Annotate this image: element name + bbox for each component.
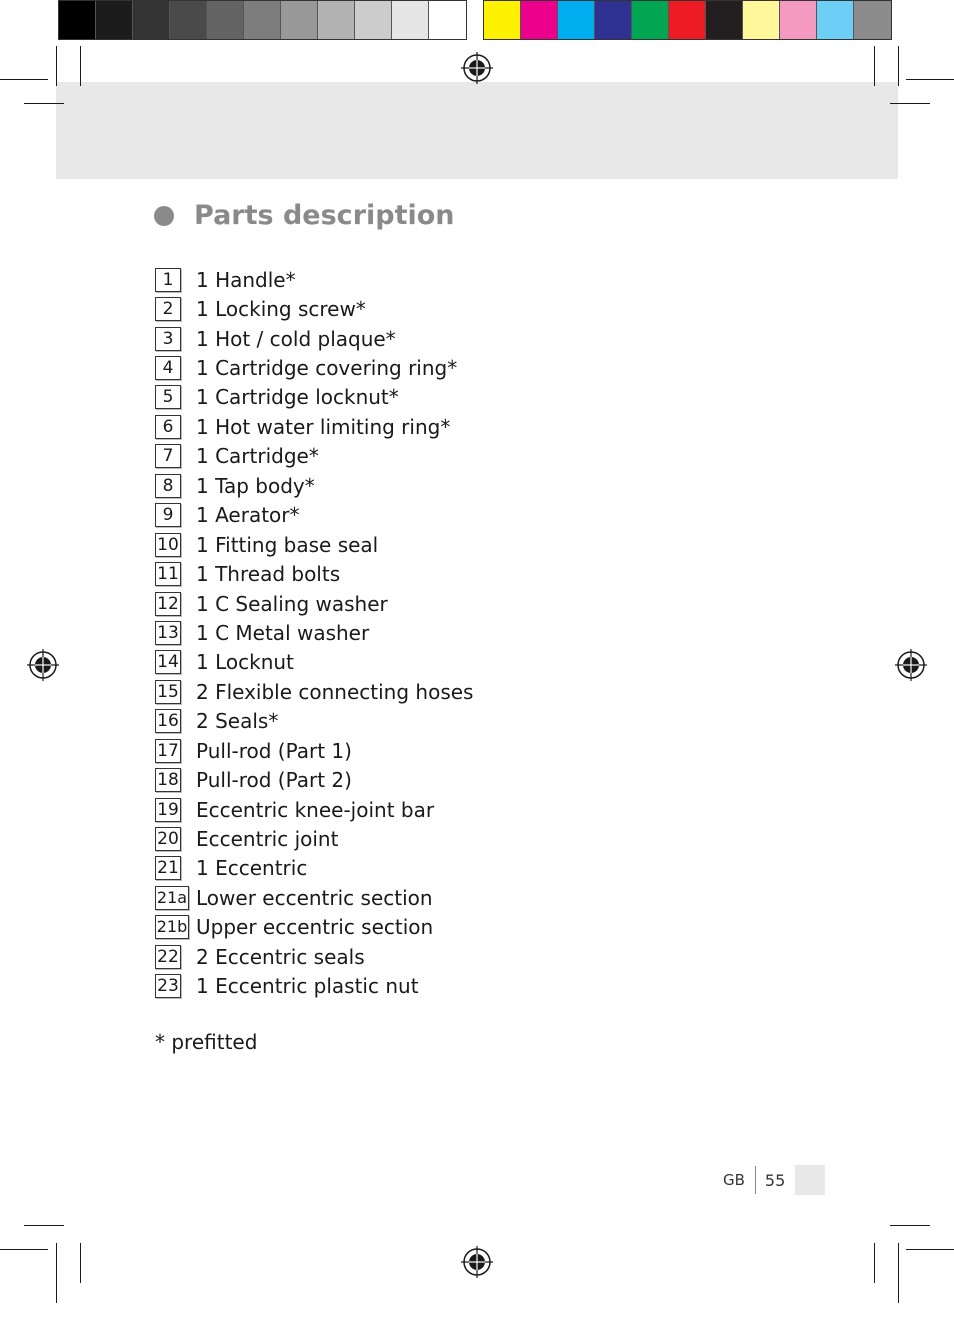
page-footer (723, 1165, 825, 1195)
crop-mark (24, 1225, 64, 1226)
part-number: 12 (155, 592, 181, 616)
crop-mark (24, 103, 64, 104)
color-swatch (743, 1, 780, 39)
section-header (154, 200, 455, 231)
color-swatch (281, 1, 318, 39)
color-swatch (355, 1, 392, 39)
part-description: 1 C Metal washer (196, 620, 370, 645)
part-description: 1 Thread bolts (196, 562, 341, 587)
list-item (155, 648, 473, 677)
part-number: 21b (155, 915, 189, 939)
part-description: 1 Aerator* (196, 503, 300, 528)
part-description: 1 Cartridge locknut* (196, 385, 399, 410)
crop-mark (906, 1249, 954, 1250)
crop-mark (0, 79, 48, 80)
part-description: Pull-rod (Part 2) (196, 768, 352, 793)
color-swatch (706, 1, 743, 39)
list-item (155, 501, 473, 530)
color-swatch (521, 1, 558, 39)
list-item (155, 265, 473, 294)
color-swatch (484, 1, 521, 39)
list-item (155, 559, 473, 588)
list-item (155, 824, 473, 853)
page-number: 55 (764, 1170, 786, 1190)
part-number: 5 (155, 385, 181, 409)
color-swatch (780, 1, 817, 39)
part-number: 13 (155, 621, 181, 645)
color-swatch (429, 1, 466, 39)
part-description: 1 Locknut (196, 650, 294, 675)
part-description: Lower eccentric section (196, 885, 433, 910)
grayscale-color-bar (58, 0, 467, 40)
part-description: Pull-rod (Part 1) (196, 738, 352, 763)
part-description: 1 Cartridge* (196, 444, 319, 469)
part-number: 19 (155, 798, 181, 822)
color-swatch (817, 1, 854, 39)
color-swatch (318, 1, 355, 39)
part-number: 3 (155, 327, 181, 351)
part-description: 1 Tap body* (196, 473, 315, 498)
crop-mark (56, 1243, 57, 1303)
list-item (155, 442, 473, 471)
part-number: 15 (155, 680, 181, 704)
list-item (155, 972, 473, 1001)
footnote: * prefitted (155, 1030, 258, 1054)
registration-mark-icon (27, 649, 59, 681)
crop-mark (80, 1243, 81, 1283)
color-swatch (59, 1, 96, 39)
registration-mark-icon (461, 52, 493, 84)
part-number: 9 (155, 503, 181, 527)
crop-mark (898, 1243, 899, 1303)
crop-mark (890, 103, 930, 104)
crop-mark (906, 79, 954, 80)
color-swatch (669, 1, 706, 39)
part-number: 11 (155, 562, 181, 586)
list-item (155, 324, 473, 353)
color-swatch (392, 1, 429, 39)
registration-mark-icon (461, 1246, 493, 1278)
part-number: 16 (155, 709, 181, 733)
part-description: 1 Cartridge covering ring* (196, 356, 458, 381)
color-swatch (207, 1, 244, 39)
part-number: 7 (155, 444, 181, 468)
crop-mark (0, 1249, 48, 1250)
list-item (155, 383, 473, 412)
list-item (155, 677, 473, 706)
part-description: Eccentric joint (196, 827, 339, 852)
color-swatch (558, 1, 595, 39)
list-item (155, 707, 473, 736)
part-number: 6 (155, 415, 181, 439)
part-description: 2 Seals* (196, 709, 279, 734)
list-item (155, 913, 473, 942)
list-item (155, 412, 473, 441)
parts-list (155, 265, 473, 1001)
part-number: 17 (155, 739, 181, 763)
part-number: 2 (155, 297, 181, 321)
crop-mark (80, 46, 81, 86)
list-item (155, 736, 473, 765)
bullet-icon (154, 206, 174, 226)
list-item (155, 589, 473, 618)
part-description: 1 Fitting base seal (196, 532, 379, 557)
list-item (155, 471, 473, 500)
part-description: 1 Locking screw* (196, 297, 366, 322)
color-swatch (133, 1, 170, 39)
part-number: 20 (155, 827, 181, 851)
part-number: 10 (155, 533, 181, 557)
part-description: 1 Hot water limiting ring* (196, 414, 451, 439)
crop-mark (898, 46, 899, 86)
language-code: GB (723, 1166, 756, 1194)
part-description: 1 C Sealing washer (196, 591, 388, 616)
section-title: Parts description (194, 200, 455, 231)
crop-mark (890, 1225, 930, 1226)
part-number: 8 (155, 474, 181, 498)
color-swatch (170, 1, 207, 39)
part-number: 21a (155, 886, 189, 910)
part-number: 14 (155, 650, 181, 674)
color-swatch (244, 1, 281, 39)
list-item (155, 854, 473, 883)
part-number: 4 (155, 356, 181, 380)
part-number: 18 (155, 768, 181, 792)
part-description: 1 Eccentric (196, 856, 308, 881)
list-item (155, 294, 473, 323)
registration-mark-icon (895, 649, 927, 681)
part-description: 1 Hot / cold plaque* (196, 326, 396, 351)
color-swatch (96, 1, 133, 39)
color-swatch (595, 1, 632, 39)
part-description: Upper eccentric section (196, 915, 434, 940)
part-number: 1 (155, 268, 181, 292)
list-item (155, 883, 473, 912)
part-number: 23 (155, 974, 181, 998)
part-description: 1 Handle* (196, 267, 296, 292)
part-description: Eccentric knee-joint bar (196, 797, 435, 822)
crop-mark (874, 1243, 875, 1283)
part-description: 2 Eccentric seals (196, 944, 365, 969)
list-item (155, 618, 473, 647)
list-item (155, 765, 473, 794)
process-color-bar (483, 0, 892, 40)
header-band (56, 82, 898, 179)
part-number: 21 (155, 856, 181, 880)
list-item (155, 942, 473, 971)
list-item (155, 795, 473, 824)
part-number: 22 (155, 945, 181, 969)
crop-mark (874, 46, 875, 86)
thumb-tab (795, 1165, 825, 1195)
color-swatch (854, 1, 891, 39)
crop-mark (56, 46, 57, 86)
part-description: 2 Flexible connecting hoses (196, 679, 474, 704)
part-description: 1 Eccentric plastic nut (196, 974, 419, 999)
list-item (155, 353, 473, 382)
color-swatch (632, 1, 669, 39)
list-item (155, 530, 473, 559)
